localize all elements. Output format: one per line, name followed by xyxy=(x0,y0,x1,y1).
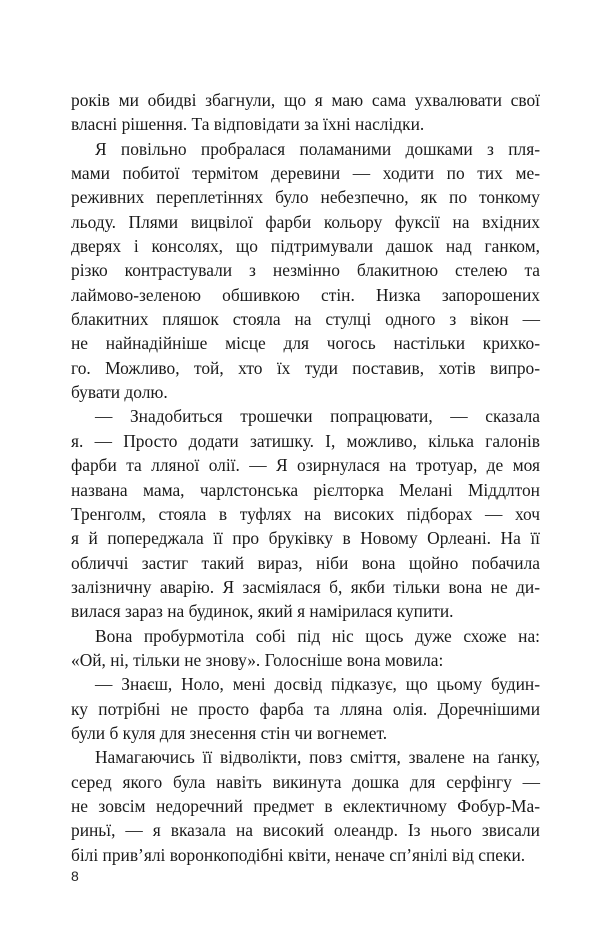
paragraph xyxy=(71,745,540,867)
text-line: — Знаєш, Ноло, мені досвід підказує, що цьому будин- xyxy=(95,674,540,695)
text-line: мами побитої термітом деревини — ходити по тих ме- xyxy=(71,163,540,184)
text-line: років ми обидві збагнули, що я маю сама ухвалювати свої xyxy=(71,90,540,110)
text-line: Тренголм, стояла в туфлях на високих підборах — хоч xyxy=(71,503,540,524)
text-line: названа мама, чарлстонська рієлторка Мелані Міддлтон xyxy=(71,479,540,500)
text-line: фарби та лляної олії. — Я озирнулася на тротуар, де моя xyxy=(71,455,540,476)
text-line: обличчі застиг такий вираз, ніби вона щойно побачила xyxy=(71,552,540,573)
text-line: «Ой, ні, тільки не знову». Голосніше вона мовила: xyxy=(71,649,444,670)
text-line: були б куля для знесення стін чи вогнемет. xyxy=(71,722,388,743)
text-line: бувати долю. xyxy=(71,382,168,403)
text-line: вилася зараз на будинок, який я намірилася купити. xyxy=(71,601,454,622)
paragraph xyxy=(71,672,540,745)
paragraph xyxy=(71,88,540,137)
text-line: Намагаючись її відволікти, повз сміття, звалене на ґанку, xyxy=(95,747,540,768)
paragraph xyxy=(71,624,540,673)
page-body-text xyxy=(71,88,540,867)
paragraph xyxy=(71,137,540,405)
text-line: я й попереджала її про бруківку в Новому Орлеані. На її xyxy=(71,528,540,549)
text-line: я. — Просто додати затишку. І, можливо, кілька галонів xyxy=(71,430,540,451)
text-line: різко контрастували з незмінно блакитною стелею та xyxy=(71,260,540,281)
text-line: го. Можливо, той, хто їх туди поставив, хотів випро- xyxy=(71,357,540,378)
paragraph xyxy=(71,404,540,623)
text-line: ку потрібні не просто фарба та лляна олія. Доречнішими xyxy=(71,698,540,719)
text-line: дверях і консолях, що підтримували дашок над ганком, xyxy=(71,236,540,257)
text-line: власні рішення. Та відповідати за їхні наслідки. xyxy=(71,114,425,135)
page-number: 8 xyxy=(71,868,79,884)
text-line: блакитних пляшок стояла на стулці одного з вікон — xyxy=(71,309,540,330)
text-line: не найнадійніше місце для чогось настільки крихко- xyxy=(71,333,540,354)
text-line: — Знадобиться трошечки попрацювати, — сказала xyxy=(95,406,540,427)
text-line: реживних переплетіннях було небезпечно, як по тонкому xyxy=(71,187,540,208)
text-line: лаймово-зеленою обшивкою стін. Низка запорошених xyxy=(71,284,540,305)
text-line: Вона пробурмотіла собі під ніс щось дуже схоже на: xyxy=(95,625,540,646)
text-line: риньї, — я вказала на високий олеандр. Із нього звисали xyxy=(71,820,540,841)
text-line: білі прив’ялі воронкоподібні квіти, неначе сп’янілі від спеки. xyxy=(71,844,526,865)
text-line: не зовсім недоречний предмет в еклектичному Фобур-Ма- xyxy=(71,795,540,816)
text-line: Я повільно пробралася поламаними дошками з пля- xyxy=(95,138,540,159)
text-line: залізничну аварію. Я засміялася б, якби тільки вона не ди- xyxy=(71,576,540,597)
text-line: серед якого була навіть викинута дошка для серфінгу — xyxy=(71,771,540,792)
text-line: льоду. Плями вицвілої фарби кольору фуксії на вхідних xyxy=(71,211,540,232)
